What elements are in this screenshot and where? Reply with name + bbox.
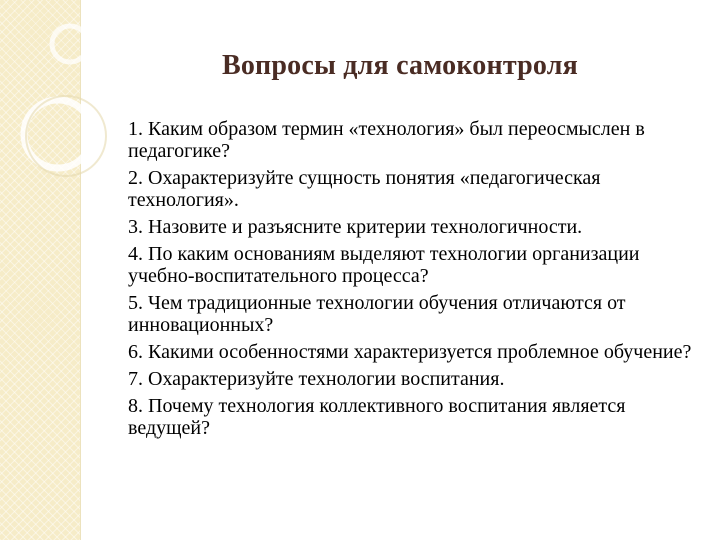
decorative-ring-small: [52, 26, 88, 62]
question-item: 1. Каким образом термин «технология» был переосмыслен в педагогике?: [128, 118, 645, 162]
question-item: 8. Почему технология коллективного воспитания является ведущей?: [128, 395, 626, 439]
question-item: 2. Охарактеризуйте сущность понятия «педагогическая технология».: [128, 167, 601, 211]
question-item: 7. Охарактеризуйте технологии воспитания.: [128, 368, 505, 390]
question-item: 4. По каким основаниям выделяют технологии организации учебно-воспитательного процесса?: [128, 243, 640, 287]
slide-title: Вопросы для самоконтроля: [221, 50, 579, 81]
question-item: 3. Назовите и разъясните критерии технологичности.: [128, 216, 583, 238]
question-item: 5. Чем традиционные технологии обучения отличаются от инновационных?: [128, 292, 626, 336]
question-list: [128, 118, 703, 444]
decorative-rings: [0, 0, 140, 200]
question-item: 6. Какими особенностями характеризуется проблемное обучение?: [128, 341, 692, 363]
